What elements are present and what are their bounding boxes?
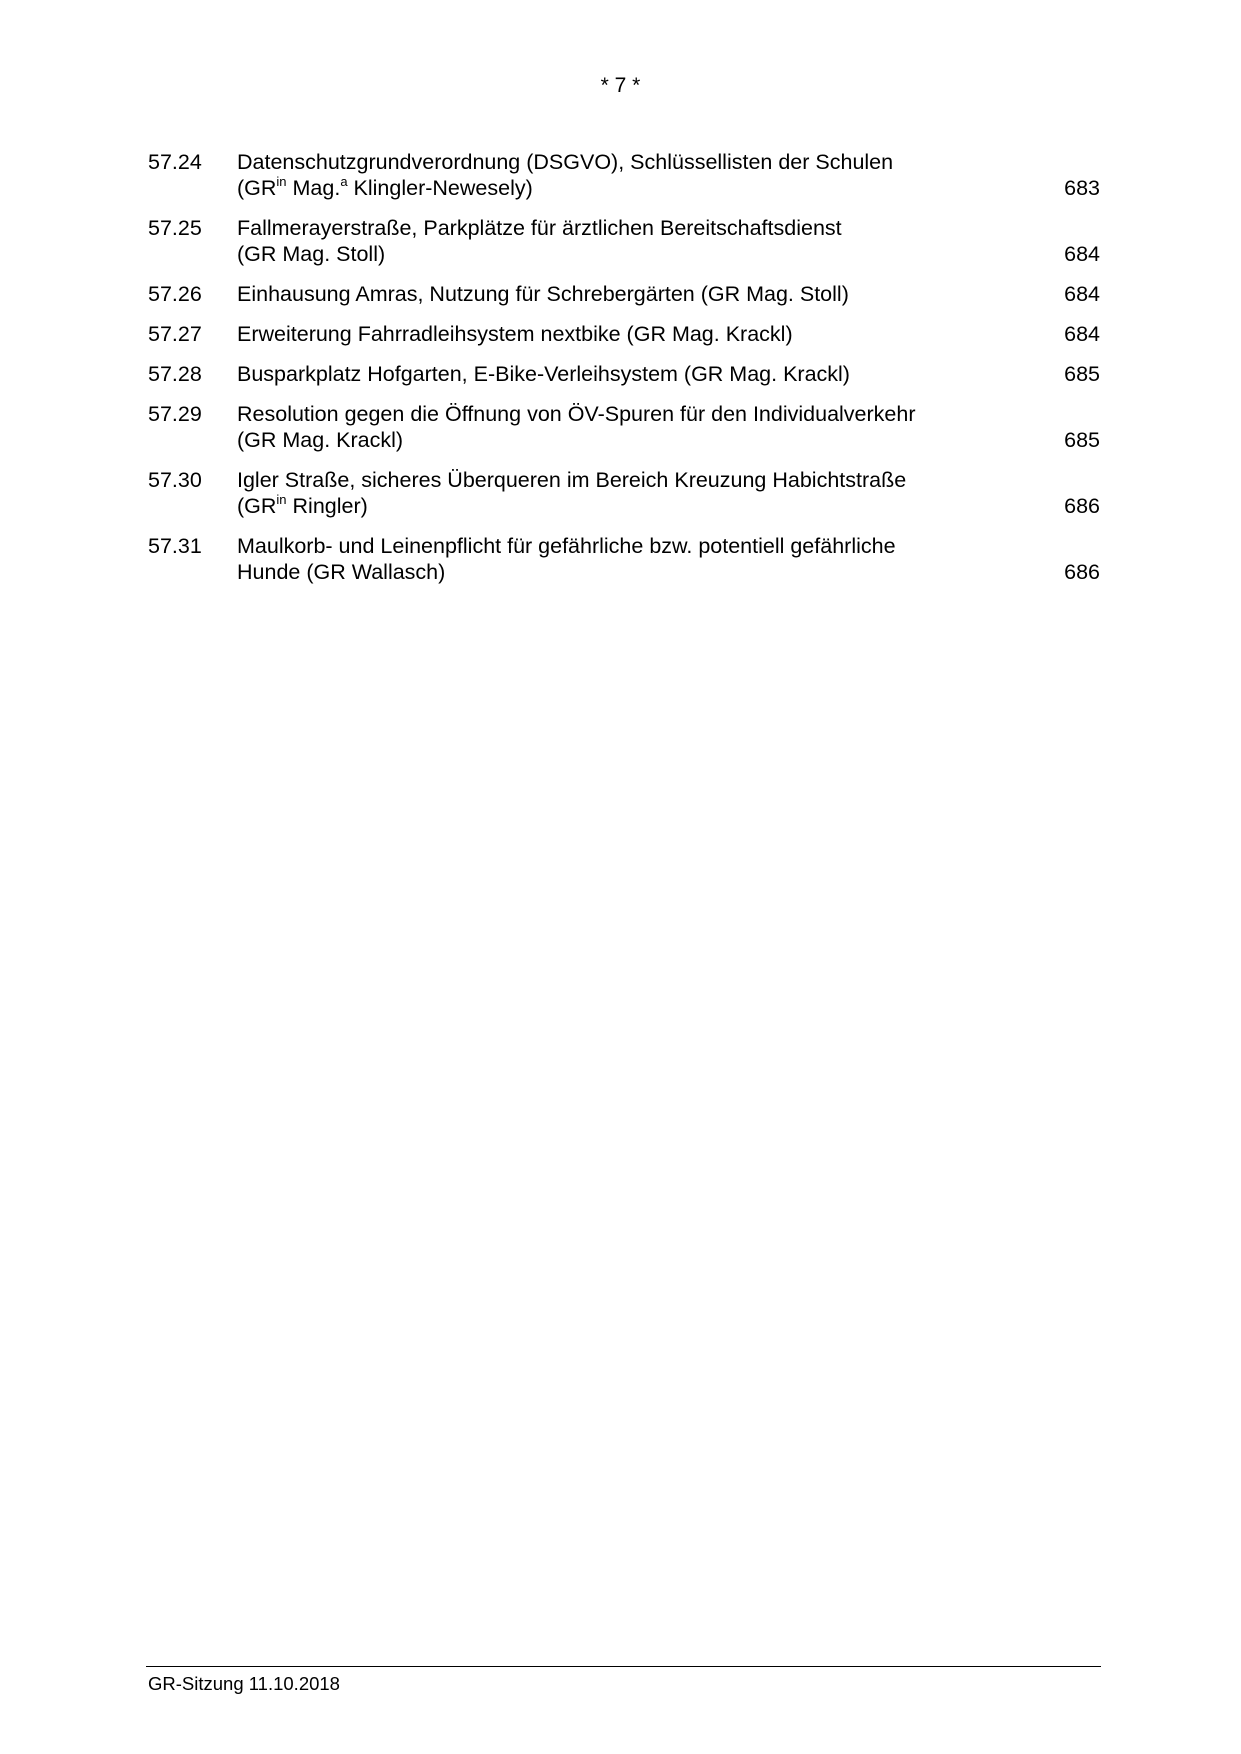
toc-entry[interactable] [148,533,1100,585]
toc-entry-title-line: (GR Mag. Stoll) [237,242,386,266]
toc-entry-title [237,321,1100,347]
footer-text: GR-Sitzung 11.10.2018 [148,1673,340,1694]
toc-entry-title-line: Erweiterung Fahrradleihsystem nextbike (GR Mag. Krackl) [237,322,793,346]
toc-entry-number: 57.26 [148,282,202,306]
toc-entry-title [237,281,1100,307]
toc-entry-number: 57.25 [148,216,202,240]
toc-entry-title [237,467,1100,519]
title-part: Ringler) [286,494,368,518]
toc-entry-title [237,215,1100,267]
toc-entry-title [237,361,1100,387]
toc-entry-number: 57.29 [148,402,202,426]
toc-entry-number: 57.31 [148,534,202,558]
toc-entry-page: 685 [1064,428,1100,452]
toc-entry-page: 684 [1064,282,1100,306]
superscript: in [276,491,287,507]
superscript: a [340,173,348,189]
toc-entry[interactable] [148,149,1100,201]
toc-entry-title-line: Datenschutzgrundverordnung (DSGVO), Schlüssellisten der Schulen [237,150,894,174]
toc-entry[interactable] [148,401,1100,453]
title-part: Klingler-Newesely) [347,176,533,200]
toc-entry-title-line [237,175,1040,201]
toc-entry-title-line: Resolution gegen die Öffnung von ÖV-Spuren für den Individualverkehr [237,402,916,426]
toc-entry-page: 683 [1064,176,1100,200]
toc-entry[interactable] [148,215,1100,267]
title-part: (GR [237,494,277,518]
toc-entry-title [237,401,1100,453]
toc-entry-number: 57.28 [148,362,202,386]
toc-entry-title-line: Busparkplatz Hofgarten, E-Bike-Verleihsystem (GR Mag. Krackl) [237,362,850,386]
toc-entry-page: 684 [1064,322,1100,346]
toc-entry[interactable] [148,361,1100,387]
table-of-contents [148,149,1100,599]
page-number: * 7 * [600,74,641,97]
title-part: (GR [237,176,277,200]
toc-entry-number: 57.30 [148,468,202,492]
title-part: Mag. [286,176,341,200]
footer-divider [146,1666,1101,1667]
toc-entry[interactable] [148,281,1100,307]
toc-entry-number: 57.24 [148,150,202,174]
toc-entry[interactable] [148,321,1100,347]
toc-entry-title-line: Hunde (GR Wallasch) [237,560,446,584]
toc-entry-page: 686 [1064,494,1100,518]
toc-entry-page: 686 [1064,560,1100,584]
toc-entry-title-line [237,493,1040,519]
toc-entry-title [237,149,1100,201]
toc-entry-page: 685 [1064,362,1100,386]
toc-entry-page: 684 [1064,242,1100,266]
toc-entry-title-line: Fallmerayerstraße, Parkplätze für ärztlichen Bereitschaftsdienst [237,216,842,240]
superscript: in [276,173,287,189]
toc-entry-title-line: Igler Straße, sicheres Überqueren im Bereich Kreuzung Habichtstraße [237,468,907,492]
toc-entry-title-line: Einhausung Amras, Nutzung für Schrebergärten (GR Mag. Stoll) [237,282,849,306]
toc-entry-title-line: (GR Mag. Krackl) [237,428,404,452]
toc-entry-title-line: Maulkorb- und Leinenpflicht für gefährliche bzw. potentiell gefährliche [237,534,896,558]
toc-entry-number: 57.27 [148,322,202,346]
toc-entry[interactable] [148,467,1100,519]
toc-entry-title [237,533,1100,585]
